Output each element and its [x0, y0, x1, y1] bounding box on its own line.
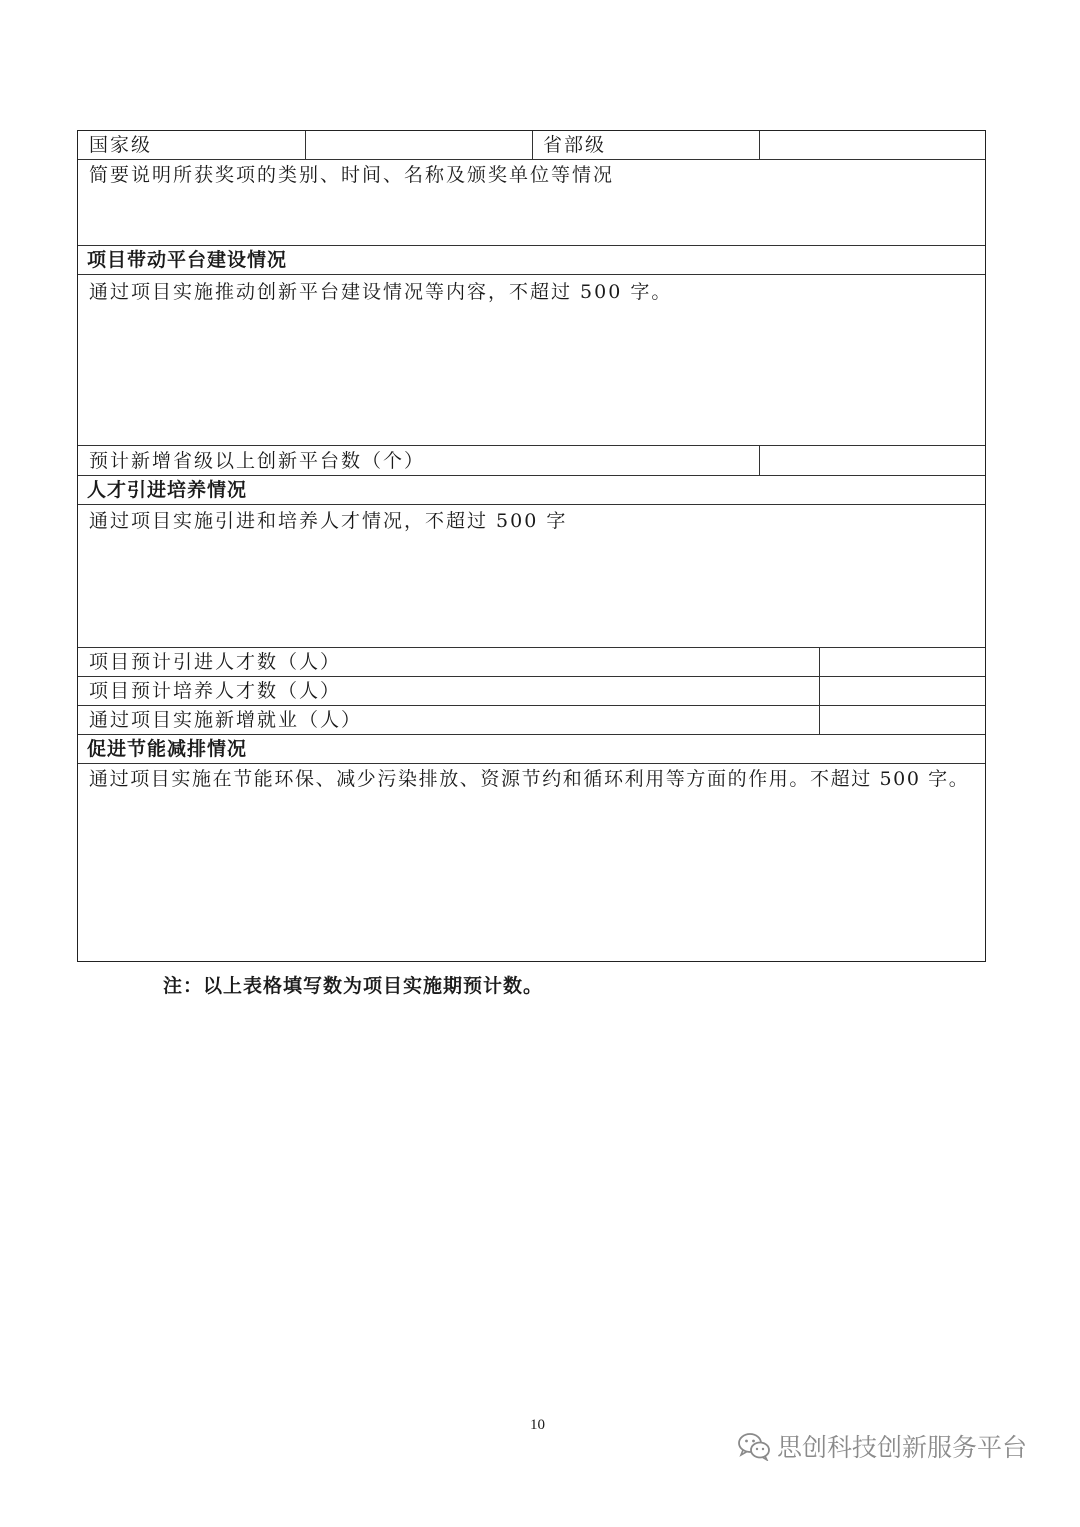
- award-form-table: [77, 130, 986, 962]
- national-level-field[interactable]: [310, 131, 530, 159]
- talent-section-header: [78, 476, 985, 505]
- energy-description-hint: 通过项目实施在节能环保、减少污染排放、资源节约和循环利用等方面的作用。不超过 500 字。: [89, 768, 970, 790]
- talent-train-label: 项目预计培养人才数（人）: [89, 680, 342, 702]
- page-number: 10: [530, 1417, 545, 1433]
- platform-description-hint: 通过项目实施推动创新平台建设情况等内容，不超过 500 字。: [89, 281, 673, 303]
- talent-intro-row: [78, 648, 985, 677]
- talent-train-field[interactable]: [824, 677, 982, 705]
- platform-section-header: [78, 246, 985, 275]
- table-footnote: 注：以上表格填写数为项目实施期预计数。: [163, 975, 544, 997]
- platform-count-row: [78, 446, 985, 476]
- talent-train-row: [78, 677, 985, 706]
- talent-section-title: 人才引进培养情况: [87, 479, 248, 501]
- platform-count-field[interactable]: [764, 446, 982, 475]
- award-description-hint: 简要说明所获奖项的类别、时间、名称及颁奖单位等情况: [89, 164, 615, 186]
- employment-row: [78, 706, 985, 735]
- talent-intro-label: 项目预计引进人才数（人）: [89, 651, 342, 673]
- award-level-row: [78, 131, 985, 160]
- employment-field[interactable]: [824, 706, 982, 734]
- employment-label: 通过项目实施新增就业（人）: [89, 709, 363, 731]
- watermark: [737, 1428, 1027, 1464]
- award-description-box[interactable]: [78, 160, 985, 246]
- talent-description-hint: 通过项目实施引进和培养人才情况，不超过 500 字: [89, 510, 568, 532]
- watermark-text: 思创科技创新服务平台: [777, 1433, 1028, 1462]
- energy-description-box[interactable]: [78, 764, 985, 961]
- talent-description-box[interactable]: [78, 505, 985, 648]
- platform-count-label: 预计新增省级以上创新平台数（个）: [89, 450, 426, 472]
- platform-description-box[interactable]: [78, 275, 985, 446]
- wechat-icon: [737, 1431, 771, 1461]
- provincial-level-label: 省部级: [543, 134, 607, 156]
- provincial-level-field[interactable]: [764, 131, 982, 159]
- energy-section-title: 促进节能减排情况: [87, 738, 248, 760]
- national-level-label: 国家级: [89, 134, 153, 156]
- platform-section-title: 项目带动平台建设情况: [87, 249, 288, 271]
- talent-intro-field[interactable]: [824, 648, 982, 676]
- energy-section-header: [78, 735, 985, 764]
